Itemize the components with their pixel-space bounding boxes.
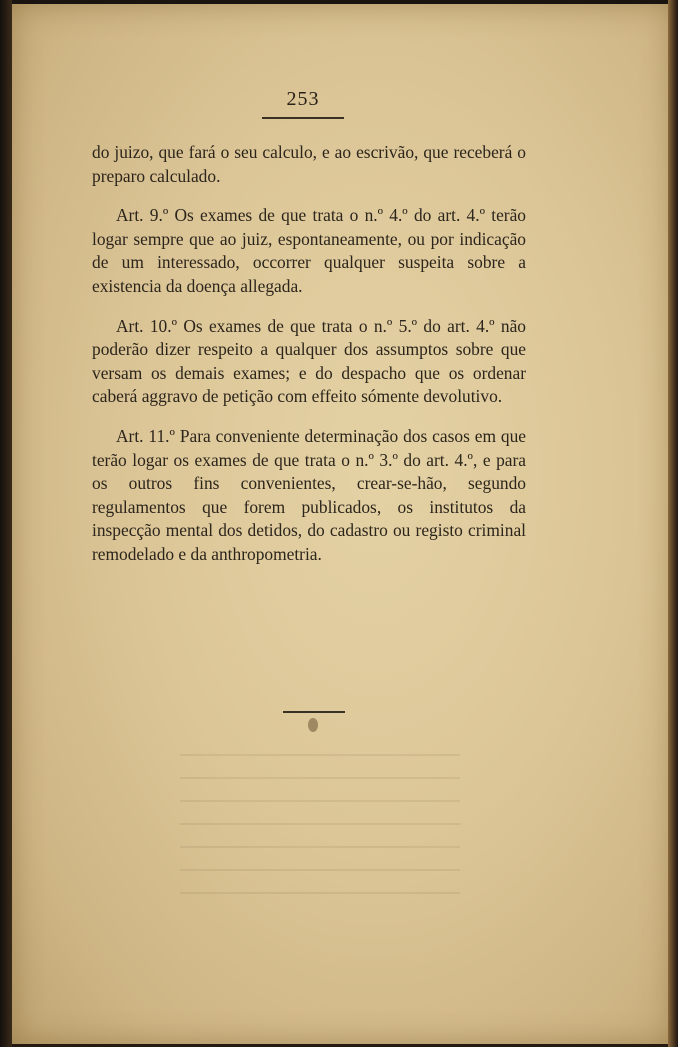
book-spine-shadow bbox=[0, 0, 12, 1047]
paragraph-art-9: Art. 9.º Os exames de que trata o n.º 4.º do art. 4.º terão logar sempre que ao juiz, espontaneamente, ou por indicação de um interessado, occorrer qualquer suspeita sobre a existencia da doença allegada. bbox=[92, 205, 526, 296]
paragraph-art-10: Art. 10.º Os exames de que trata o n.º 5.º do art. 4.º não poderão dizer respeito a qualquer dos assumptos sobre que versam os demais exames; e do despacho que os ordenar caberá aggravo de petição com effeito sómente devolutivo. bbox=[92, 315, 526, 407]
header-rule bbox=[262, 117, 344, 119]
paragraph-continuation: do juizo, que fará o seu calculo, e ao escrivão, que receberá o preparo calculado. bbox=[92, 142, 526, 186]
page-edge bbox=[668, 0, 678, 1047]
page-number: 253 bbox=[286, 88, 320, 110]
body-text bbox=[92, 141, 526, 583]
paragraph-art-11: Art. 11.º Para conveniente determinação dos casos em que terão logar os exames de que trata o n.º 3.º do art. 4.º, e para os outros fins convenientes, crear-se-hão, segundo regulamentos que forem publicados, os institutos da inspecção mental dos detidos, do cadastro ou registo criminal remodelado e da anthropometria. bbox=[92, 425, 526, 564]
ink-stain bbox=[308, 718, 318, 732]
bleed-through-text bbox=[180, 740, 460, 900]
end-rule bbox=[283, 711, 345, 713]
